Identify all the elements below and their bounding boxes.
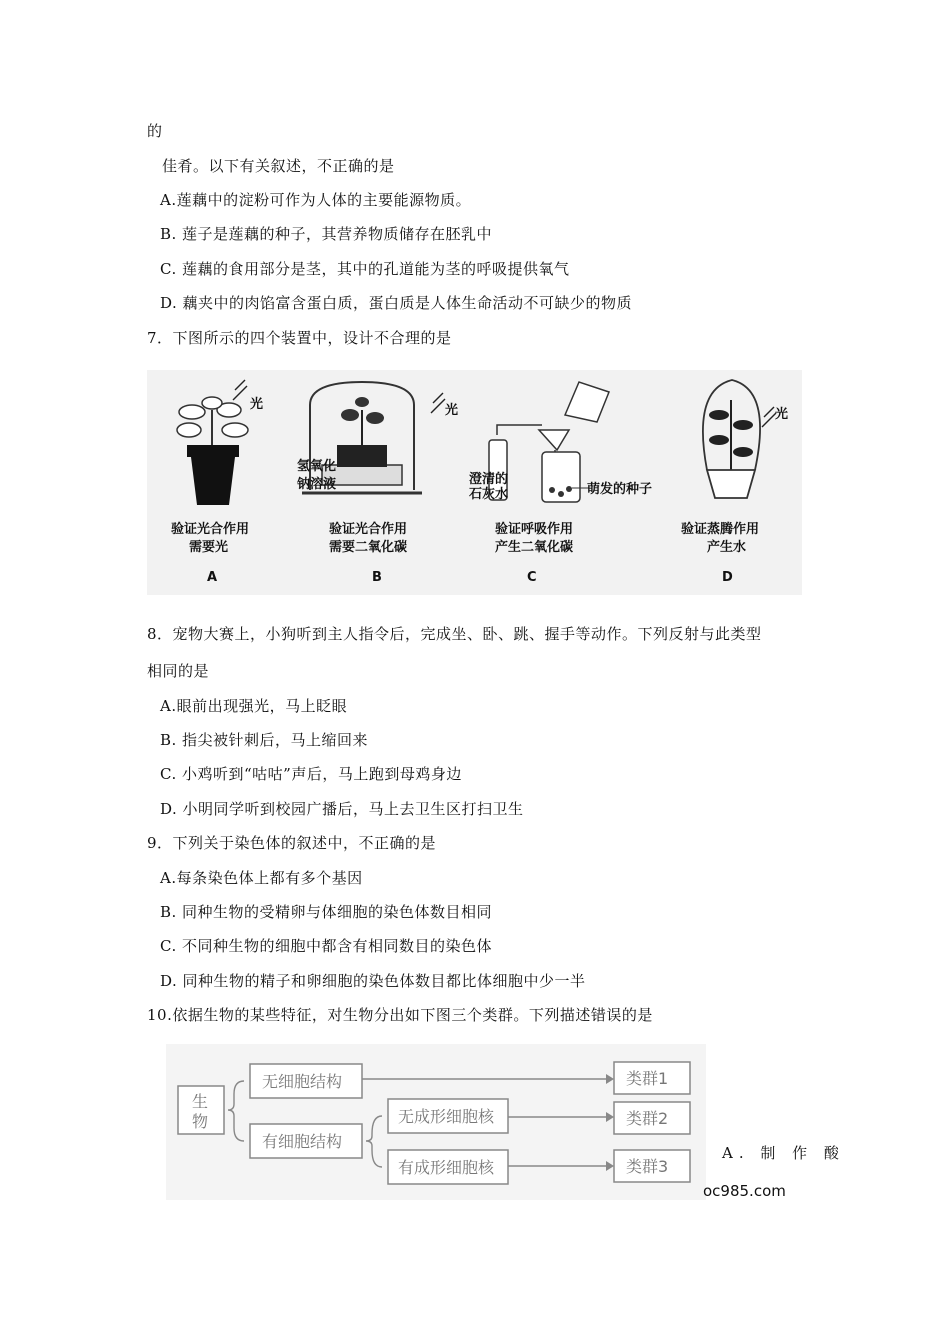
q9-stem: 9．下列关于染色体的叙述中，不正确的是 [147,834,437,852]
q8-option-a: A.眼前出现强光，马上眨眼 [160,697,348,715]
has-cell-label: 有细胞结构 [262,1132,343,1151]
q8-option-d: D. 小明同学听到校园广播后，马上去卫生区打扫卫生 [160,800,524,818]
q9-option-c: C. 不同种生物的细胞中都含有相同数目的染色体 [160,937,492,955]
no-nucleus-label: 无成形细胞核 [398,1107,495,1126]
q6-option-c: C. 莲藕的食用部分是茎，其中的孔道能为茎的呼吸提供氧气 [160,260,570,278]
q7-stem: 7．下图所示的四个装置中，设计不合理的是 [147,329,452,347]
light-label: 光 [250,397,264,412]
no-cell-label: 无细胞结构 [262,1072,343,1091]
seeds-label: 萌发的种子 [587,482,653,497]
naoh-label-line2: 钠溶液 [297,477,337,492]
caption-d-letter: D [722,570,733,585]
group2-label: 类群2 [626,1109,669,1128]
caption-b-line1: 验证光合作用 [329,522,408,537]
caption-a-line1: 验证光合作用 [171,522,250,537]
classification-diagram [166,1044,706,1200]
light-label-b: 光 [445,403,459,418]
q9-option-b: B. 同种生物的受精卵与体细胞的染色体数目相同 [160,903,493,921]
group3-label: 类群3 [626,1157,669,1176]
watermark-text: oc985.com [703,1182,786,1200]
caption-d-line1: 验证蒸腾作用 [681,522,760,537]
q10-option-a: A. 制 作 酸 [722,1144,845,1162]
q7-figure [147,370,802,595]
q8-option-b: B. 指尖被针刺后，马上缩回来 [160,731,369,749]
q6-fragment-2: 佳肴。以下有关叙述，不正确的是 [162,157,395,175]
root-label-2: 物 [192,1112,209,1131]
caption-c-line2: 产生二氧化碳 [495,540,574,555]
naoh-label-line1: 氢氧化 [297,459,337,474]
caption-b-line2: 需要二氧化碳 [329,540,408,555]
group1-label: 类群1 [626,1069,669,1088]
caption-a-letter: A [207,570,218,585]
caption-c-line1: 验证呼吸作用 [495,522,574,537]
q6-option-a: A.莲藕中的淀粉可作为人体的主要能源物质。 [160,191,472,209]
light-label-d: 光 [775,407,789,422]
q6-option-b: B. 莲子是莲藕的种子，其营养物质储存在胚乳中 [160,225,493,243]
has-nucleus-label: 有成形细胞核 [398,1158,495,1177]
q8-stem-line1: 8．宠物大赛上，小狗听到主人指令后，完成坐、卧、跳、握手等动作。下列反射与此类型 [147,625,762,643]
limewater-label-line1: 澄清的 [469,472,509,487]
q8-option-c: C. 小鸡听到“咕咕”声后，马上跑到母鸡身边 [160,765,462,783]
q10-stem: 10.依据生物的某些特征，对生物分出如下图三个类群。下列描述错误的是 [147,1006,653,1024]
root-label-1: 生 [192,1092,209,1111]
caption-c-letter: C [527,570,537,585]
caption-b-letter: B [372,570,382,585]
q9-option-d: D. 同种生物的精子和卵细胞的染色体数目都比体细胞中少一半 [160,972,586,990]
q6-option-d: D. 藕夹中的肉馅富含蛋白质，蛋白质是人体生命活动不可缺少的物质 [160,294,633,312]
q6-fragment-1: 的 [147,122,163,140]
limewater-label-line2: 石灰水 [469,487,509,502]
q8-stem-line2: 相同的是 [147,662,210,680]
caption-a-line2: 需要光 [189,540,229,555]
caption-d-line2: 产生水 [707,540,747,555]
q9-option-a: A.每条染色体上都有多个基因 [160,869,363,887]
